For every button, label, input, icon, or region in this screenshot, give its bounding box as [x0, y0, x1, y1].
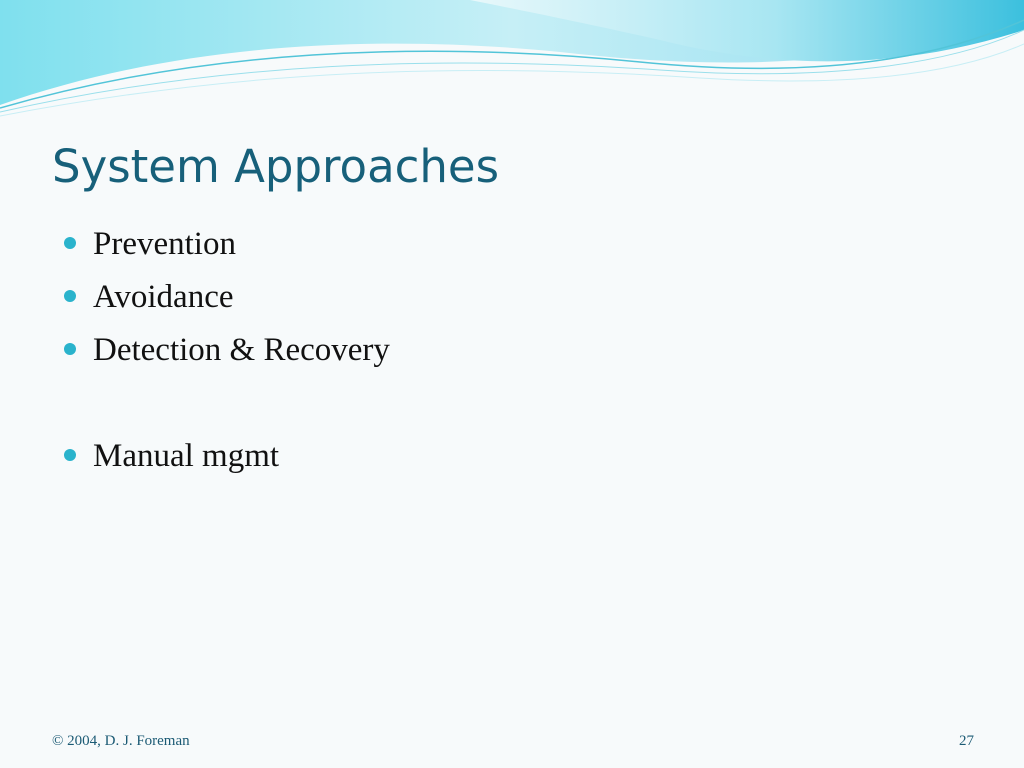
- bullet-dot-icon: [64, 290, 76, 302]
- bullet-text: Avoidance: [93, 279, 234, 315]
- header-wave-decoration: [0, 0, 1024, 130]
- bullet-list: [64, 224, 390, 489]
- bullet-text: Prevention: [93, 226, 236, 262]
- bullet-dot-icon: [64, 343, 76, 355]
- bullet-dot-icon: [64, 449, 76, 461]
- bullet-text: Manual mgmt: [93, 438, 280, 474]
- footer-copyright: © 2004, D. J. Foreman: [52, 733, 190, 749]
- page-number: 27: [959, 733, 974, 749]
- bullet-dot-icon: [64, 237, 76, 249]
- slide-title: System Approaches: [52, 140, 500, 193]
- bullet-item-manual-mgmt: [64, 436, 390, 489]
- bullet-item-detection-recovery: [64, 330, 390, 383]
- bullet-item-avoidance: [64, 277, 390, 330]
- bullet-item-prevention: [64, 224, 390, 277]
- bullet-text: Detection & Recovery: [93, 332, 390, 368]
